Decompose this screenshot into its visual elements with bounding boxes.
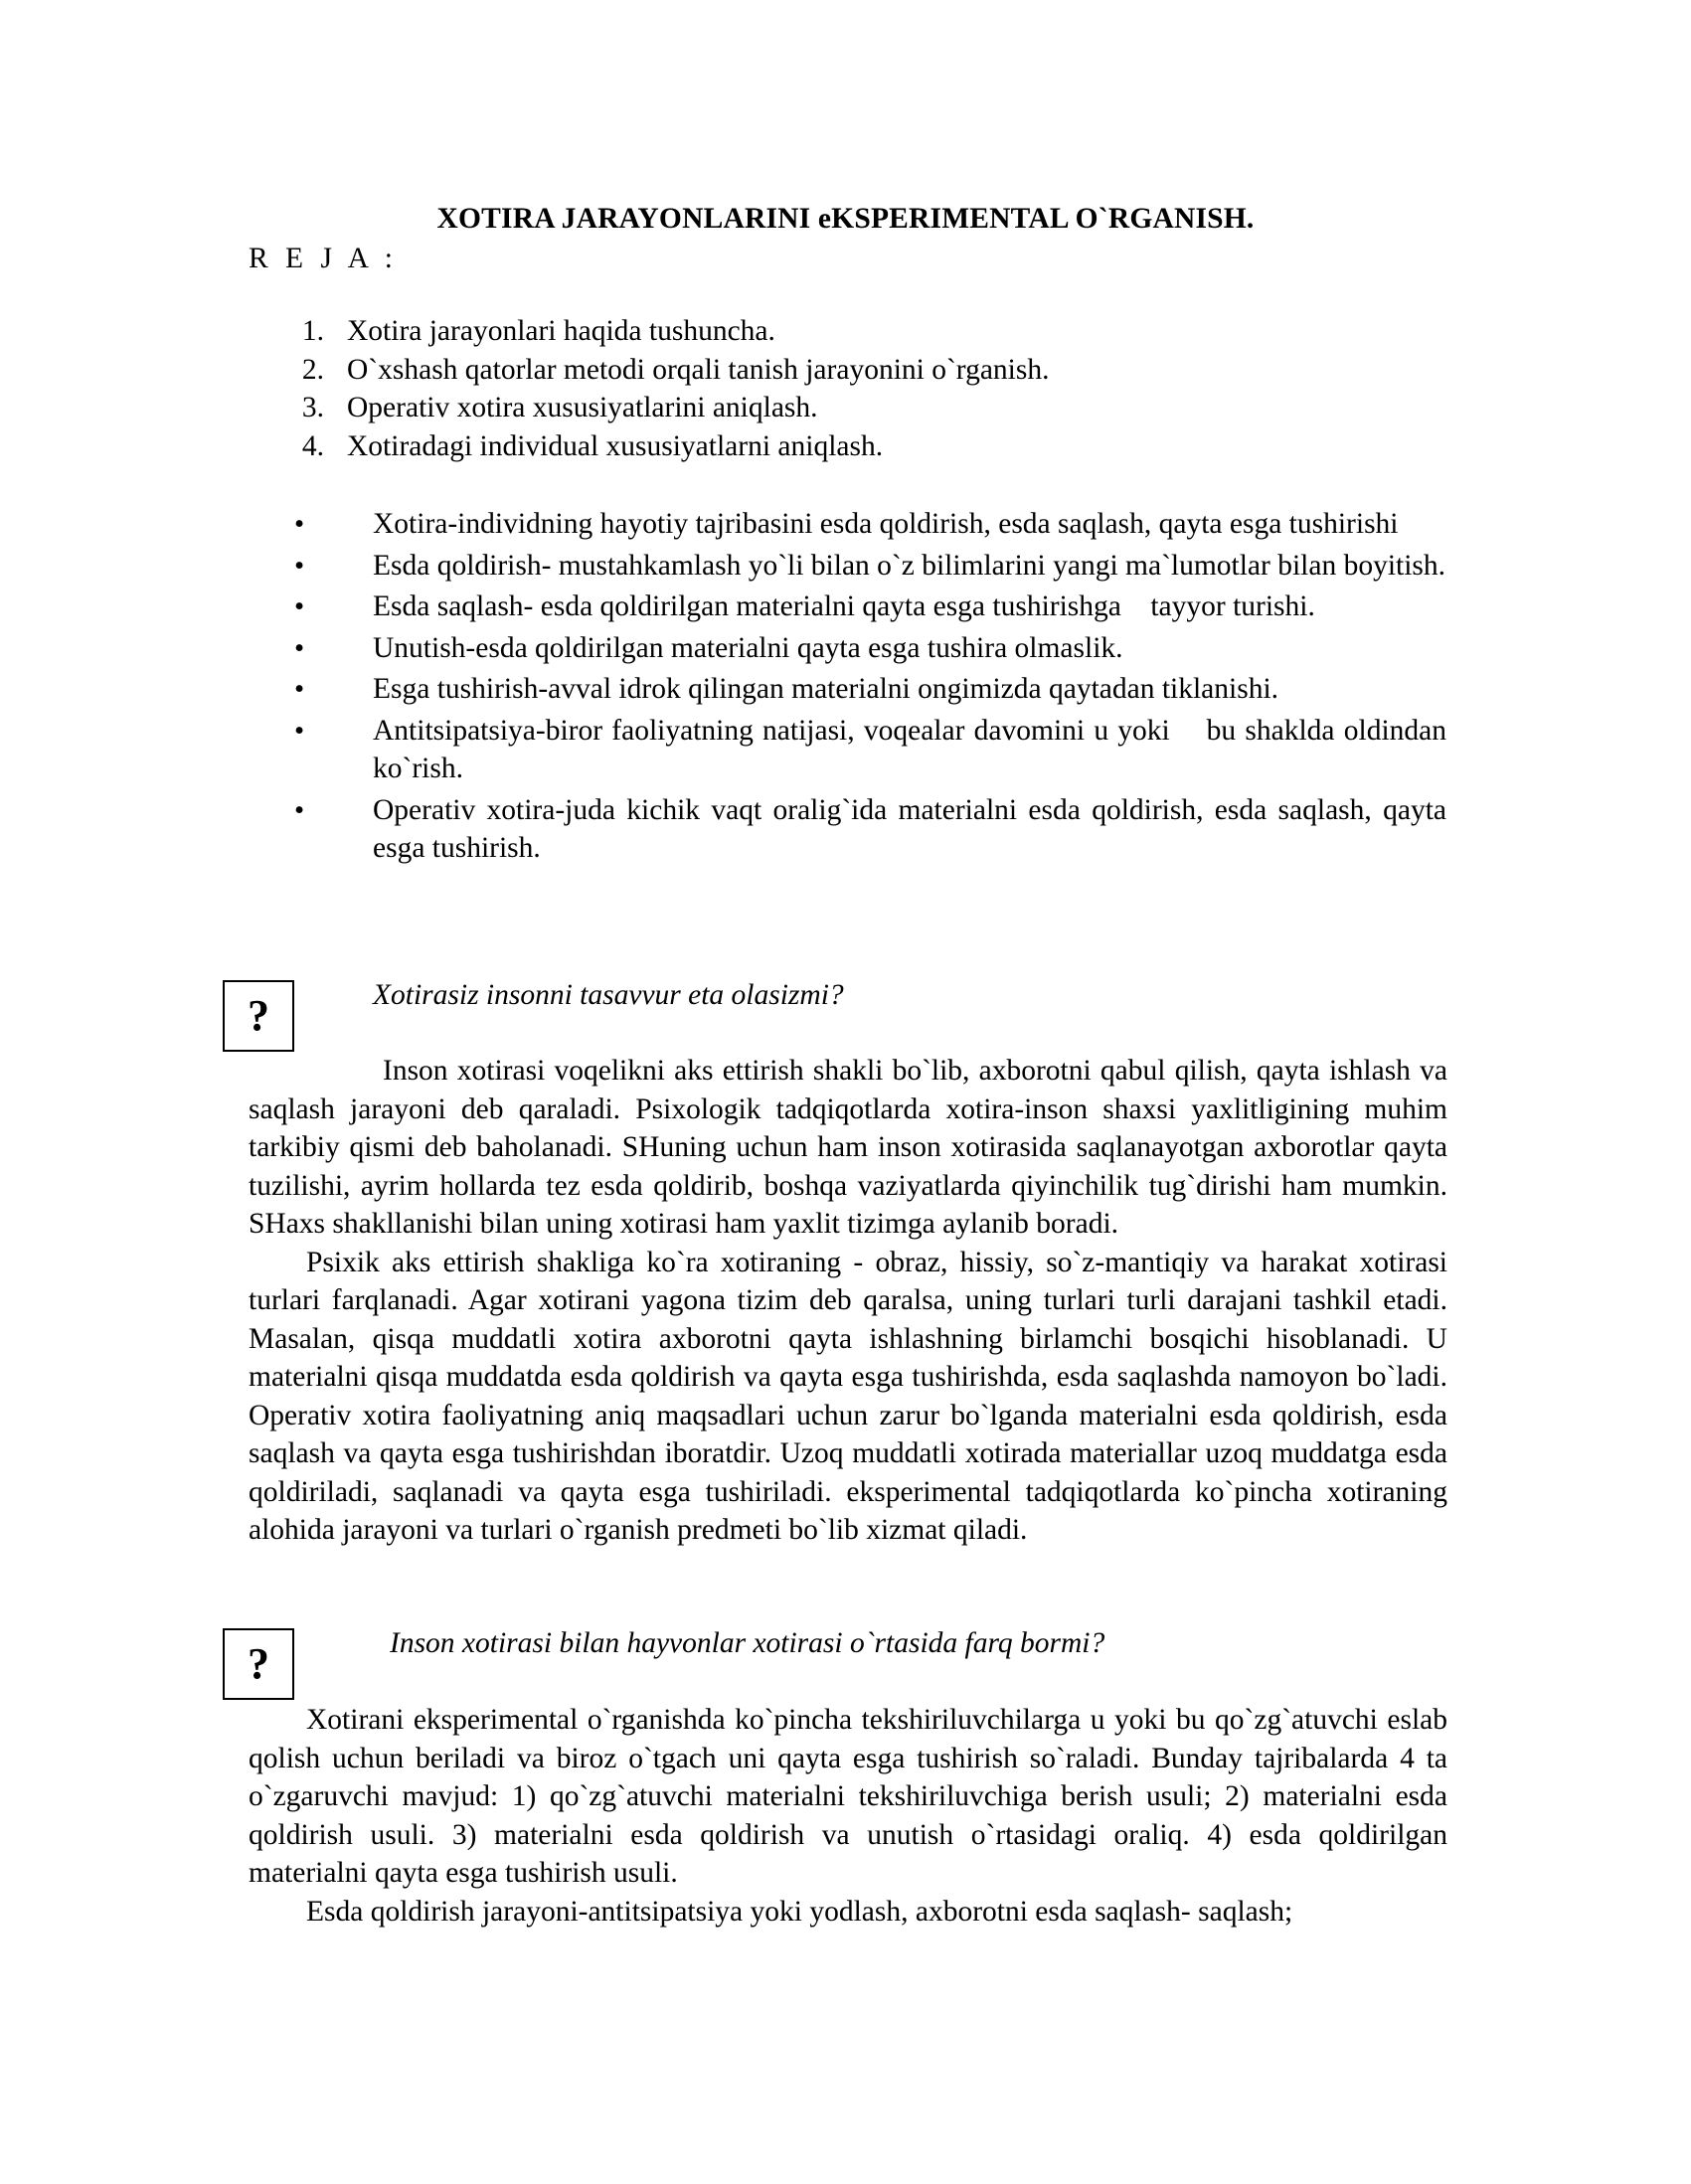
- bullet-icon: •: [294, 508, 305, 540]
- plan-item-text: Xotiradagi individual xususiyatlarni aniqlash.: [347, 429, 884, 462]
- body-section-2: [249, 1701, 1447, 1931]
- definition-item: [0, 712, 1691, 788]
- plan-item-number: 1.: [301, 315, 324, 347]
- question-heading: Xotirasiz insonni tasavvur eta olasizmi?: [373, 979, 844, 1011]
- definition-text: Antitsipatsiya-biror faoliyatning natijasi, voqealar davomini u yoki bu shaklda oldindan ko`rish.: [373, 714, 1454, 784]
- definition-text: Esda saqlash- esda qoldirilgan materialni qayta esga tushirishga tayyor turishi.: [373, 590, 1315, 622]
- paragraph: Xotirani eksperimental o`rganishda ko`pincha tekshiriluvchilarga u yoki bu qo`zg`atuvchi eslab qolish uchun beriladi va biroz o`tgach uni qayta esga tushirish so`raladi. Bunday tajribalarda 4 ta o`zgaruvchi mavjud: 1) qo`zg`atuvchi materialni tekshiriluvchiga berish usuli; 2) materialni esda qoldirish usuli. 3) materialni esda qoldirish va unutish o`rtasidagi oraliq. 4) esda qoldirilgan materialni qayta esga tushirish usuli.: [249, 1704, 1447, 1889]
- bullet-icon: •: [294, 793, 305, 826]
- bullet-icon: •: [294, 714, 305, 747]
- definition-item: [0, 791, 1691, 868]
- question-mark-icon: ?: [223, 1628, 294, 1700]
- definition-item: [0, 629, 1691, 668]
- paragraph: Psixik aks ettirish shakliga ko`ra xotiraning - obraz, hissiy, so`z-mantiqiy va harakat xotirasi turlari farqlanadi. Agar xotirani yagona tizim deb qaralsa, uning turlari turli darajani tashkil etadi. Masalan, qisqa muddatli xotira axborotni qayta ishlashning birlamchi bosqichi hisoblanadi. U materialni qisqa muddatda esda qoldirish va qayta esga tushirishda, esda saqlashda namoyon bo`ladi. Operativ xotira faoliyatning aniq maqsadlari uchun zarur bo`lganda materialni esda qoldirish, esda saqlash va qayta esga tushirishdan iboratdir. Uzoq muddatli xotirada materiallar uzoq muddatga esda qoldiriladi, saqlanadi va qayta esga tushiriladi. eksperimental tadqiqotlarda ko`pincha xotiraning alohida jarayoni va turlari o`rganish predmeti bo`lib xizmat qiladi.: [249, 1246, 1447, 1546]
- paragraph: Inson xotirasi voqelikni aks ettirish shakli bo`lib, axborotni qabul qilish, qayta ishlash va saqlash jarayoni deb qaraladi. Psixologik tadqiqotlarda xotira-inson shaxsi yaxlitligining muhim tarkibiy qismi deb baholanadi. SHuning uchun ham inson xotirasida saqlanayotgan axborotlar qayta tuzilishi, ayrim hollarda tez esda qoldirib, boshqa vaziyatlarda qiyinchilik tug`dirishi ham mumkin. SHaxs shakllanishi bilan uning xotirasi ham yaxlit tizimga aylanib boradi.: [249, 1055, 1447, 1240]
- definition-text: Esga tushirish-avval idrok qilingan materialni ongimizda qaytadan tiklanishi.: [373, 673, 1279, 705]
- definitions-list: [0, 505, 1691, 871]
- plan-item-text: O`xshash qatorlar metodi orqali tanish jarayonini o`rganish.: [347, 353, 1050, 386]
- question-mark-icon: ?: [223, 980, 294, 1052]
- paragraph: Esda qoldirish jarayoni-antitsipatsiya yoki yodlash, axborotni esda saqlash- saqlash;: [306, 1895, 1293, 1928]
- bullet-icon: •: [294, 549, 305, 582]
- plan-label: R E J A :: [249, 243, 398, 274]
- body-section-1: [249, 1052, 1447, 1550]
- definition-text: Unutish-esda qoldirilgan materialni qayta esga tushira olmaslik.: [373, 631, 1123, 664]
- question-heading: Inson xotirasi bilan hayvonlar xotirasi o`rtasida farq bormi?: [390, 1627, 1105, 1659]
- definition-item: [0, 670, 1691, 709]
- plan-item-number: 4.: [301, 429, 324, 462]
- plan-item-text: Xotira jarayonlari haqida tushuncha.: [347, 315, 775, 347]
- plan-item-text: Operativ xotira xususiyatlarini aniqlash.: [347, 392, 818, 423]
- bullet-icon: •: [294, 673, 305, 705]
- definition-text: Xotira-individning hayotiy tajribasini esda qoldirish, esda saqlash, qayta esga tushirishi: [373, 508, 1399, 540]
- plan-item-number: 2.: [301, 353, 324, 386]
- definition-item: [0, 547, 1691, 586]
- definition-item: [0, 588, 1691, 626]
- plan-item-number: 3.: [301, 392, 324, 423]
- bullet-icon: •: [294, 590, 305, 622]
- definition-text: Esda qoldirish- mustahkamlash yo`li bilan o`z bilimlarini yangi ma`lumotlar bilan boyitish.: [373, 549, 1446, 582]
- definition-text: Operativ xotira-juda kichik vaqt oralig`ida materialni esda qoldirish, esda saqlash, qayta esga tushirish.: [373, 793, 1446, 864]
- document-title: XOTIRA JARAYONLARINI eKSPERIMENTAL O`RGANISH.: [436, 203, 1255, 235]
- definition-item: [0, 505, 1691, 544]
- bullet-icon: •: [294, 631, 305, 664]
